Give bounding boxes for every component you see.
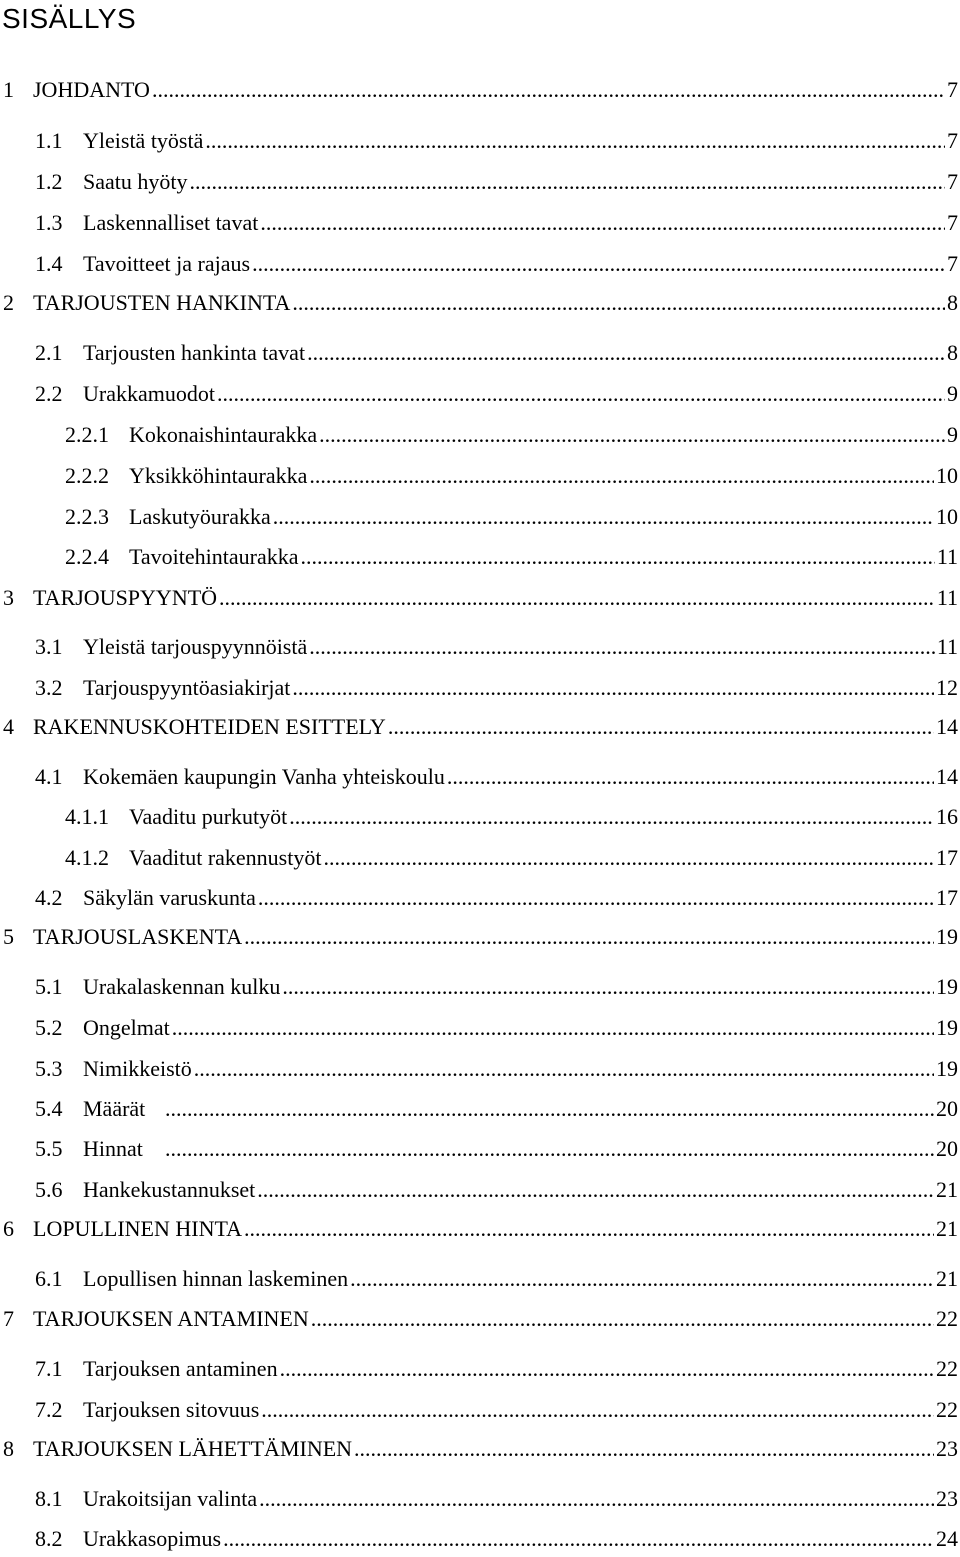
toc-entry-number: 2.2.3 xyxy=(65,504,109,529)
toc-leader-dots xyxy=(258,883,934,913)
toc-leader-dots xyxy=(152,75,945,105)
toc-entry[interactable] xyxy=(0,1434,958,1464)
toc-leader-dots xyxy=(217,379,945,409)
toc-entry-number: 2.2.2 xyxy=(65,463,109,488)
toc-leader-dots xyxy=(311,1304,934,1334)
toc-entry-page: 20 xyxy=(936,1096,958,1121)
toc-entry-number: 8.2 xyxy=(35,1526,63,1551)
toc-entry[interactable] xyxy=(0,883,958,913)
toc-leader-dots xyxy=(301,542,935,572)
toc-entry-page: 19 xyxy=(936,924,958,949)
toc-entry[interactable] xyxy=(0,583,958,613)
toc-entry[interactable] xyxy=(0,843,958,873)
toc-entry-label: Laskennalliset tavat xyxy=(83,210,259,235)
toc-entry-page: 21 xyxy=(936,1266,958,1291)
toc-entry-number: 8 xyxy=(3,1436,14,1461)
toc-entry-page: 7 xyxy=(947,128,958,153)
toc-entry-number: 5 xyxy=(3,924,14,949)
toc-leader-dots xyxy=(388,712,934,742)
toc-entry-page: 11 xyxy=(936,634,958,659)
toc-entry[interactable] xyxy=(0,1214,958,1244)
toc-entry[interactable] xyxy=(0,542,958,572)
toc-leader-dots xyxy=(354,1434,934,1464)
toc-entry-page: 19 xyxy=(936,1015,958,1040)
toc-entry-page: 14 xyxy=(936,714,958,739)
toc-entry-number: 6.1 xyxy=(35,1266,63,1291)
toc-entry-label: TARJOUKSEN LÄHETTÄMINEN xyxy=(33,1436,353,1461)
toc-entry-label: Urakkasopimus xyxy=(83,1526,222,1551)
toc-entry-label: Määrät xyxy=(83,1096,146,1121)
toc-entry-label: Yksikköhintaurakka xyxy=(129,463,308,488)
toc-entry-number: 2.2.4 xyxy=(65,544,109,569)
toc-leader-dots xyxy=(190,167,946,197)
toc-entry-label: Saatu hyöty xyxy=(83,169,188,194)
toc-entry-label: Laskutyöurakka xyxy=(129,504,271,529)
toc-entry[interactable] xyxy=(0,972,958,1002)
toc-entry-page: 24 xyxy=(936,1526,958,1551)
toc-entry-label: Tavoitehintaurakka xyxy=(129,544,299,569)
toc-entry-label: Ongelmat xyxy=(83,1015,170,1040)
toc-leader-dots xyxy=(307,338,945,368)
toc-entry-label: Säkylän varuskunta xyxy=(83,885,256,910)
toc-entry-number: 2.2 xyxy=(35,381,63,406)
toc-entry-number: 2.2.1 xyxy=(65,422,109,447)
toc-entry-label: Yleistä työstä xyxy=(83,128,204,153)
toc-entry-number: 7.2 xyxy=(35,1397,63,1422)
toc-entry-number: 3.1 xyxy=(35,634,63,659)
toc-entry[interactable] xyxy=(0,673,958,703)
toc-entry[interactable] xyxy=(0,1054,958,1084)
toc-entry-page: 22 xyxy=(936,1306,958,1331)
toc-entry-label: Yleistä tarjouspyynnöistä xyxy=(83,634,308,659)
toc-entry-page: 22 xyxy=(936,1356,958,1381)
toc-entry-page: 7 xyxy=(947,169,958,194)
toc-entry[interactable] xyxy=(0,126,958,156)
toc-entry-page: 20 xyxy=(936,1136,958,1161)
toc-leader-dots xyxy=(257,1175,934,1205)
toc-entry-number: 5.1 xyxy=(35,974,63,999)
toc-leader-dots xyxy=(319,420,945,450)
toc-entry-number: 2.1 xyxy=(35,340,63,365)
toc-entry-number: 1.3 xyxy=(35,210,63,235)
toc-entry-label: TARJOUSTEN HANKINTA xyxy=(33,290,291,315)
toc-entry[interactable] xyxy=(0,420,958,450)
toc-entry-page: 19 xyxy=(936,974,958,999)
toc-entry[interactable] xyxy=(0,75,958,105)
toc-leader-dots xyxy=(292,288,945,318)
toc-entry-page: 10 xyxy=(936,463,958,488)
toc-entry-number: 6 xyxy=(3,1216,14,1241)
toc-entry-number: 4.1.1 xyxy=(65,804,109,829)
toc-entry-number: 1.1 xyxy=(35,128,63,153)
toc-entry-page: 9 xyxy=(947,422,958,447)
toc-entry-page: 8 xyxy=(947,340,958,365)
toc-entry[interactable] xyxy=(0,379,958,409)
toc-entry-number: 3.2 xyxy=(35,675,63,700)
toc-leader-dots xyxy=(447,762,934,792)
toc-entry-number: 7 xyxy=(3,1306,14,1331)
toc-entry-label: Vaaditu purkutyöt xyxy=(129,804,288,829)
toc-entry-number: 4.1 xyxy=(35,764,63,789)
toc-leader-dots xyxy=(350,1264,934,1294)
toc-leader-dots xyxy=(194,1054,934,1084)
toc-entry[interactable] xyxy=(0,1524,958,1554)
toc-leader-dots xyxy=(252,249,945,279)
toc-entry-label: Tarjouspyyntöasiakirjat xyxy=(83,675,291,700)
toc-entry-number: 1.4 xyxy=(35,251,63,276)
toc-entry-number: 5.4 xyxy=(35,1096,63,1121)
toc-entry-page: 8 xyxy=(947,290,958,315)
toc-leader-dots xyxy=(244,1214,934,1244)
toc-entry[interactable] xyxy=(0,712,958,742)
toc-entry-label: Tavoitteet ja rajaus xyxy=(83,251,251,276)
toc-leader-dots xyxy=(172,1013,934,1043)
toc-entry[interactable] xyxy=(0,632,958,662)
toc-entry-page: 23 xyxy=(936,1486,958,1511)
toc-entry-number: 5.3 xyxy=(35,1056,63,1081)
toc-entry-page: 17 xyxy=(936,885,958,910)
toc-entry[interactable] xyxy=(0,208,958,238)
toc-entry-label: Kokonaishintaurakka xyxy=(129,422,318,447)
toc-entry-label: Tarjousten hankinta tavat xyxy=(83,340,306,365)
toc-entry-page: 22 xyxy=(936,1397,958,1422)
toc-entry-label: TARJOUSPYYNTÖ xyxy=(33,585,218,610)
toc-entry-number: 5.5 xyxy=(35,1136,63,1161)
toc-entry[interactable] xyxy=(0,1264,958,1294)
toc-entry[interactable] xyxy=(0,249,958,279)
toc-entry-page: 11 xyxy=(936,585,958,610)
toc-entry[interactable] xyxy=(0,1354,958,1384)
toc-leader-dots xyxy=(323,843,934,873)
toc-entry-label: Hinnat xyxy=(83,1136,143,1161)
toc-entry-label: Urakoitsijan valinta xyxy=(83,1486,258,1511)
toc-leader-dots xyxy=(260,208,945,238)
toc-leader-dots xyxy=(223,1524,934,1554)
toc-leader-dots xyxy=(261,1395,934,1425)
toc-entry-page: 23 xyxy=(936,1436,958,1461)
toc-entry[interactable] xyxy=(0,338,958,368)
toc-entry[interactable] xyxy=(0,288,958,318)
toc-entry-page: 21 xyxy=(936,1216,958,1241)
toc-entry-label: Lopullisen hinnan laskeminen xyxy=(83,1266,349,1291)
toc-entry-label: TARJOUKSEN ANTAMINEN xyxy=(33,1306,309,1331)
toc-leader-dots xyxy=(282,972,934,1002)
toc-leader-dots xyxy=(244,922,934,952)
toc-entry-page: 12 xyxy=(936,675,958,700)
toc-leader-dots xyxy=(280,1354,934,1384)
toc-entry-number: 3 xyxy=(3,585,14,610)
toc-leader-dots xyxy=(273,502,934,532)
toc-entry-page: 14 xyxy=(936,764,958,789)
toc-entry-number: 8.1 xyxy=(35,1486,63,1511)
toc-leader-dots xyxy=(165,1094,934,1124)
toc-entry-page: 17 xyxy=(936,845,958,870)
toc-entry[interactable] xyxy=(0,762,958,792)
toc-entry[interactable] xyxy=(0,1484,958,1514)
toc-leader-dots xyxy=(219,583,935,613)
toc-leader-dots xyxy=(205,126,945,156)
toc-entry-number: 2 xyxy=(3,290,14,315)
toc-entry-page: 9 xyxy=(947,381,958,406)
toc-entry-label: Tarjouksen antaminen xyxy=(83,1356,278,1381)
toc-entry-label: JOHDANTO xyxy=(33,77,150,102)
toc-entry-label: Tarjouksen sitovuus xyxy=(83,1397,260,1422)
toc-entry-number: 1.2 xyxy=(35,169,63,194)
toc-entry-number: 4.2 xyxy=(35,885,63,910)
toc-entry-page: 7 xyxy=(947,77,958,102)
toc-leader-dots xyxy=(309,632,935,662)
toc-leader-dots xyxy=(309,461,934,491)
toc-entry[interactable] xyxy=(0,461,958,491)
toc-entry[interactable] xyxy=(0,802,958,832)
toc-entry[interactable] xyxy=(0,167,958,197)
toc-entry-number: 7.1 xyxy=(35,1356,63,1381)
toc-entry[interactable] xyxy=(0,1304,958,1334)
toc-entry-page: 11 xyxy=(936,544,958,569)
toc-entry-page: 16 xyxy=(936,804,958,829)
toc-entry[interactable] xyxy=(0,1094,958,1124)
toc-entry-label: Nimikkeistö xyxy=(83,1056,192,1081)
toc-entry-label: Urakkamuodot xyxy=(83,381,215,406)
toc-entry[interactable] xyxy=(0,1013,958,1043)
toc-entry-number: 4.1.2 xyxy=(65,845,109,870)
toc-entry[interactable] xyxy=(0,922,958,952)
toc-entry-label: Hankekustannukset xyxy=(83,1177,256,1202)
toc-leader-dots xyxy=(259,1484,934,1514)
toc-entry[interactable] xyxy=(0,1134,958,1164)
toc-entry-number: 5.6 xyxy=(35,1177,63,1202)
toc-entry-label: RAKENNUSKOHTEIDEN ESITTELY xyxy=(33,714,386,739)
toc-entry-page: 10 xyxy=(936,504,958,529)
toc-entry-number: 4 xyxy=(3,714,14,739)
toc-entry-label: Vaaditut rakennustyöt xyxy=(129,845,322,870)
toc-entry-number: 5.2 xyxy=(35,1015,63,1040)
toc-entry-label: TARJOUSLASKENTA xyxy=(33,924,243,949)
page-title: SISÄLLYS xyxy=(2,3,137,34)
toc-entry-label: LOPULLINEN HINTA xyxy=(33,1216,243,1241)
toc-leader-dots xyxy=(165,1134,934,1164)
toc-entry-page: 21 xyxy=(936,1177,958,1202)
toc-entry-page: 19 xyxy=(936,1056,958,1081)
toc-leader-dots xyxy=(289,802,934,832)
toc-entry-label: Kokemäen kaupungin Vanha yhteiskoulu xyxy=(83,764,445,789)
toc-entry-number: 1 xyxy=(3,77,14,102)
toc-entry[interactable] xyxy=(0,1395,958,1425)
toc-entry-page: 7 xyxy=(947,251,958,276)
toc-entry[interactable] xyxy=(0,502,958,532)
toc-entry-label: Urakalaskennan kulku xyxy=(83,974,281,999)
toc-leader-dots xyxy=(292,673,934,703)
toc-entry-page: 7 xyxy=(947,210,958,235)
toc-entry[interactable] xyxy=(0,1175,958,1205)
